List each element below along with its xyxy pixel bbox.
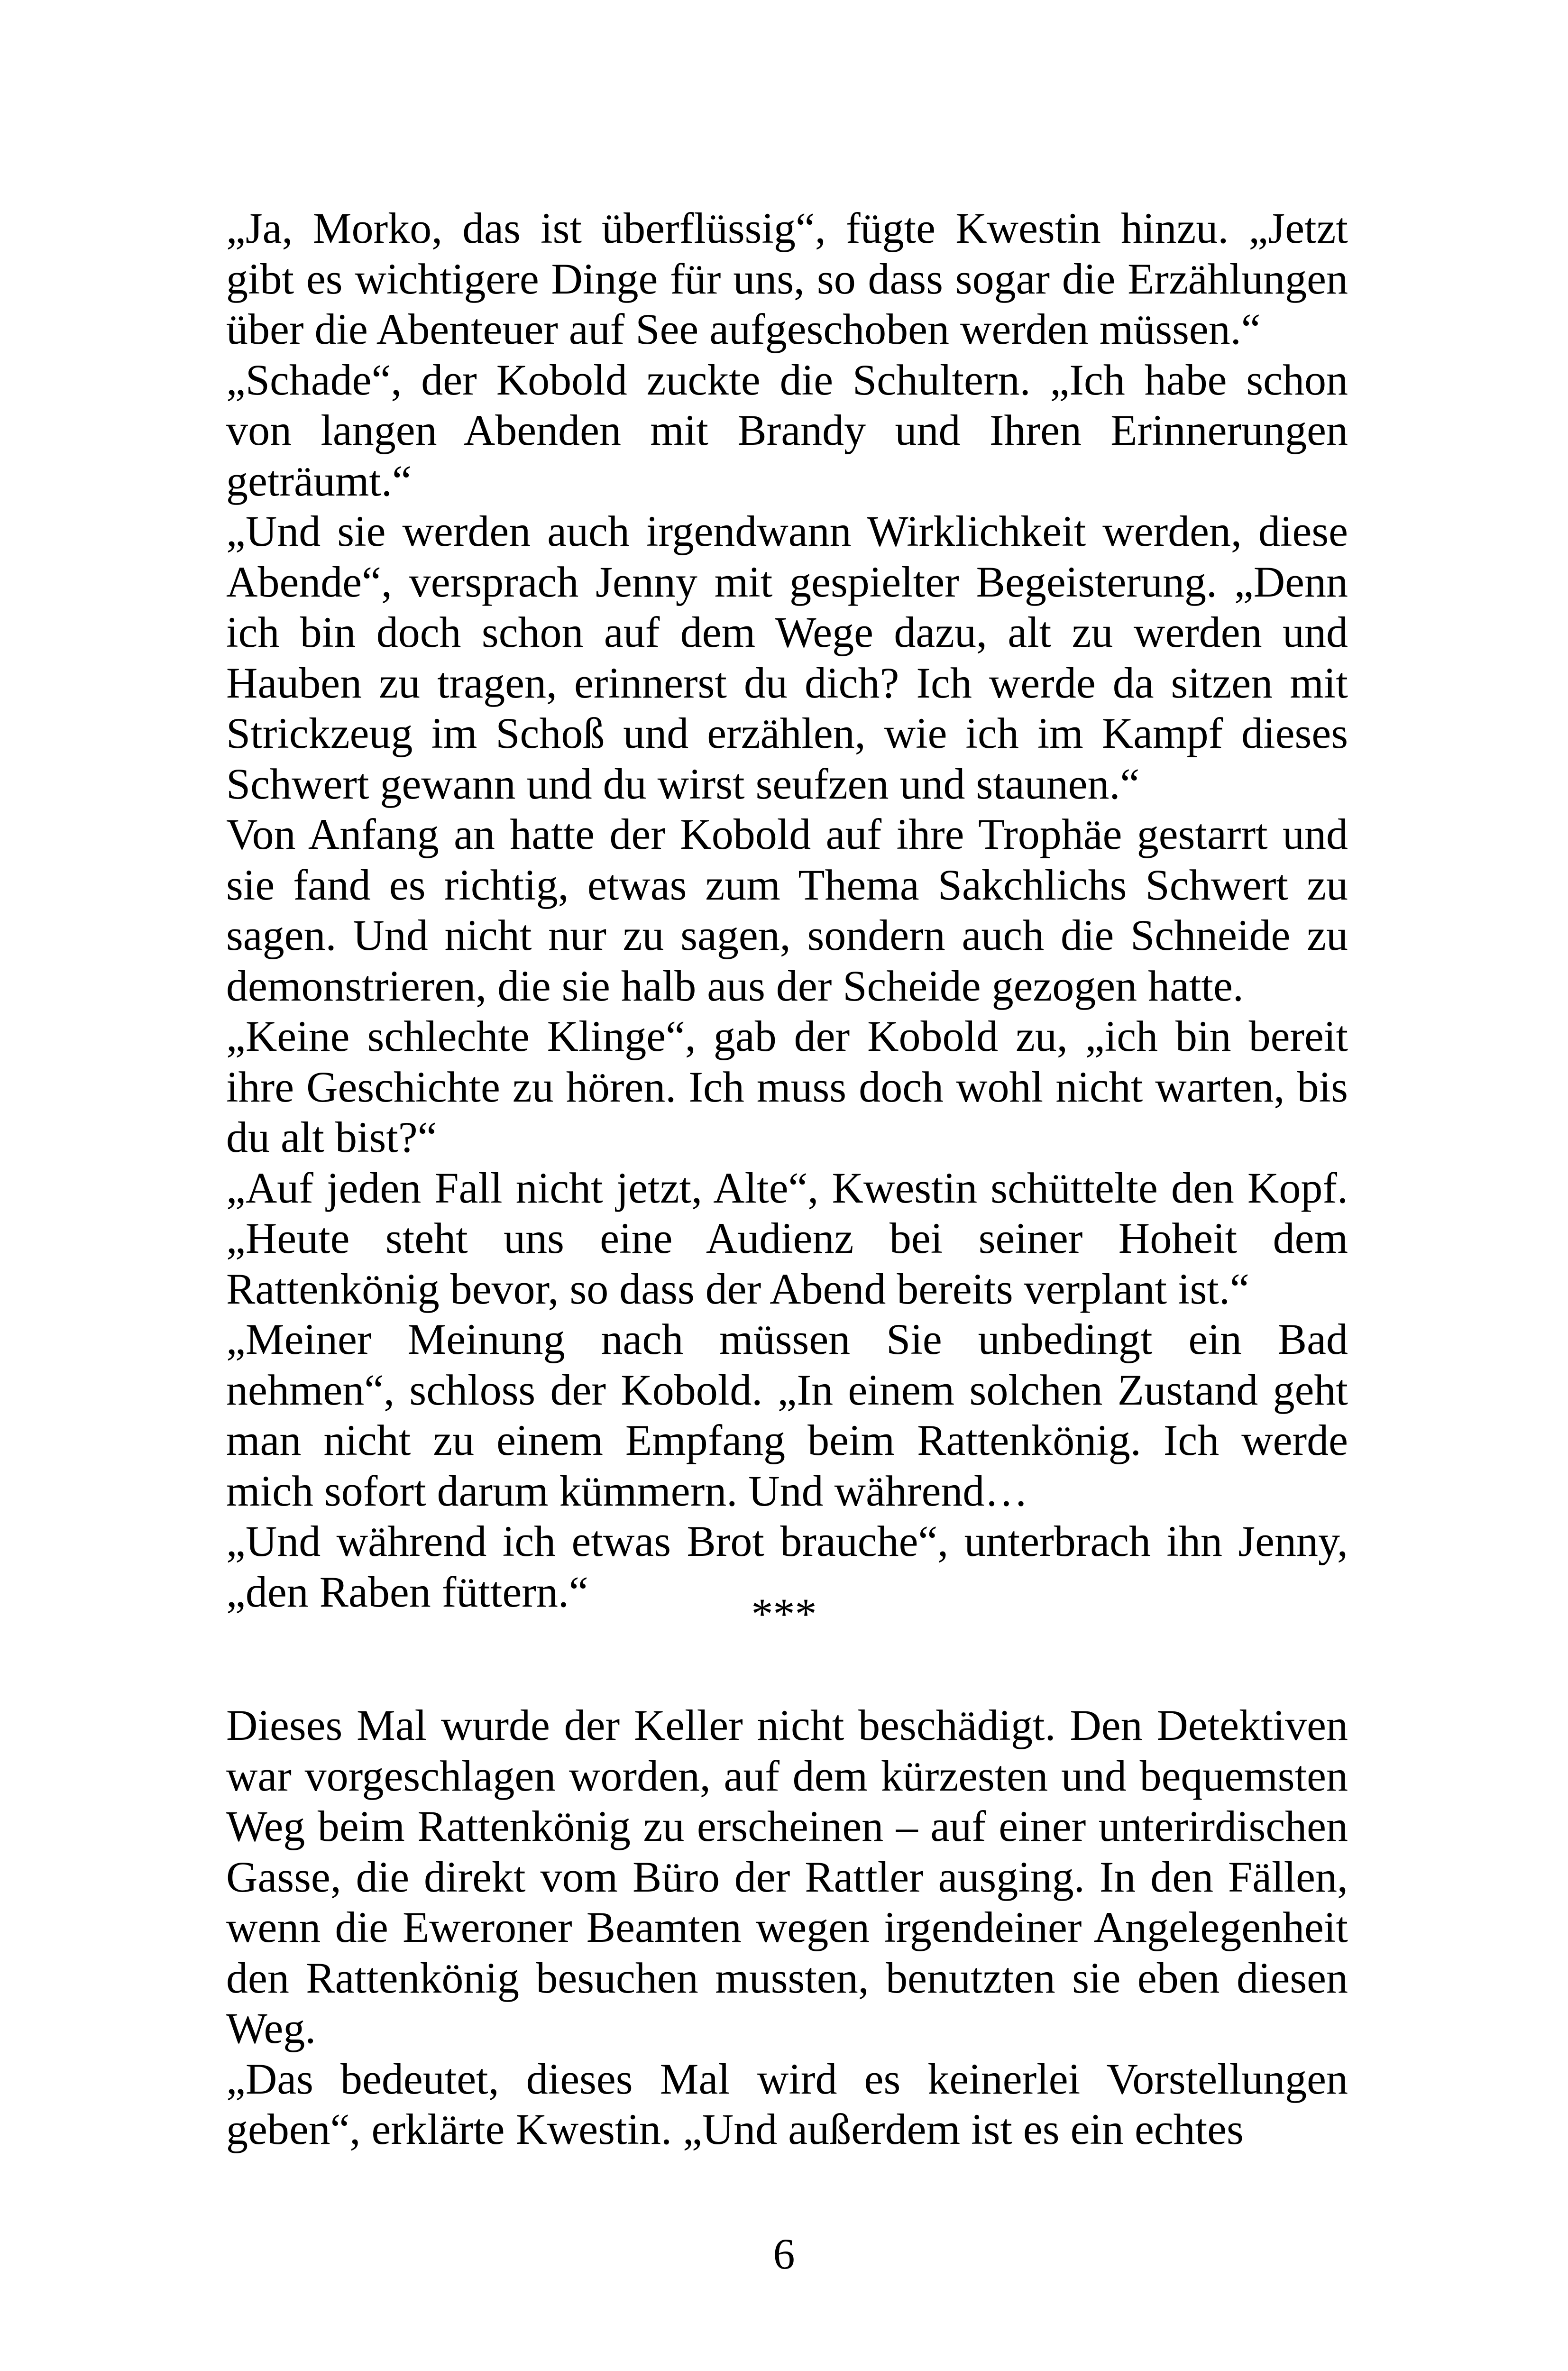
- paragraph: „Schade“, der Kobold zuckte die Schultern. „Ich habe schon von langen Abenden mit Brandy und Ihren Erinnerungen geträumt.“: [226, 355, 1348, 505]
- paragraph: Von Anfang an hatte der Kobold auf ihre Trophäe gestarrt und sie fand es richtig, etwas zum Thema Sakchlichs Schwert zu sagen. Und nicht nur zu sagen, sondern auch die Schneide zu demonstrieren, die sie halb aus der Scheide gezogen hatte.: [226, 810, 1348, 1010]
- paragraph: „Das bedeutet, dieses Mal wird es keinerlei Vorstellungen geben“, erklärte Kwestin. „Und außerdem ist es ein echtes: [226, 2054, 1348, 2153]
- paragraph: Dieses Mal wurde der Keller nicht beschädigt. Den Detektiven war vorgeschlagen worden, auf dem kürzesten und bequemsten Weg beim Rattenkönig zu erscheinen – auf einer unterirdischen Gasse, die direkt vom Büro der Rattler ausging. In den Fällen, wenn die Eweroner Beamten wegen irgendeiner Angelegenheit den Rattenkönig besuchen mussten, benutzten sie eben diesen Weg.: [226, 1701, 1348, 2052]
- paragraph: „Keine schlechte Klinge“, gab der Kobold zu, „ich bin bereit ihre Geschichte zu hören. Ich muss doch wohl nicht warten, bis du alt bist?“: [226, 1012, 1348, 1161]
- section-break: ***: [751, 1590, 817, 1638]
- paragraph: „Ja, Morko, das ist überflüssig“, fügte Kwestin hinzu. „Jetzt gibt es wichtigere Dinge für uns, so dass sogar die Erzählungen über die Abenteuer auf See aufgeschoben werden müssen.“: [226, 204, 1348, 353]
- paragraph: „Und während ich etwas Brot brauche“, unterbrach ihn Jenny, „den Raben füttern.“: [226, 1517, 1348, 1616]
- paragraph: „Und sie werden auch irgendwann Wirklichkeit werden, diese Abende“, versprach Jenny mit gespielter Begeisterung. „Denn ich bin doch schon auf dem Wege dazu, alt zu werden und Hauben zu tragen, erinnerst du dich? Ich werde da sitzen mit Strickzeug im Schoß und erzählen, wie ich im Kampf dieses Schwert gewann und du wirst seufzen und staunen.“: [226, 507, 1348, 808]
- paragraph: „Auf jeden Fall nicht jetzt, Alte“, Kwestin schüttelte den Kopf. „Heute steht uns eine Audienz bei seiner Hoheit dem Rattenkönig bevor, so dass der Abend bereits verplant ist.“: [226, 1163, 1348, 1313]
- paragraph: „Meiner Meinung nach müssen Sie unbedingt ein Bad nehmen“, schloss der Kobold. „In einem solchen Zustand geht man nicht zu einem Empfang beim Rattenkönig. Ich werde mich sofort darum kümmern. Und während…: [226, 1315, 1348, 1515]
- page-number: 6: [773, 2230, 795, 2278]
- text-block-after-break: [226, 1700, 1348, 2155]
- text-block-before-break: [226, 203, 1348, 1617]
